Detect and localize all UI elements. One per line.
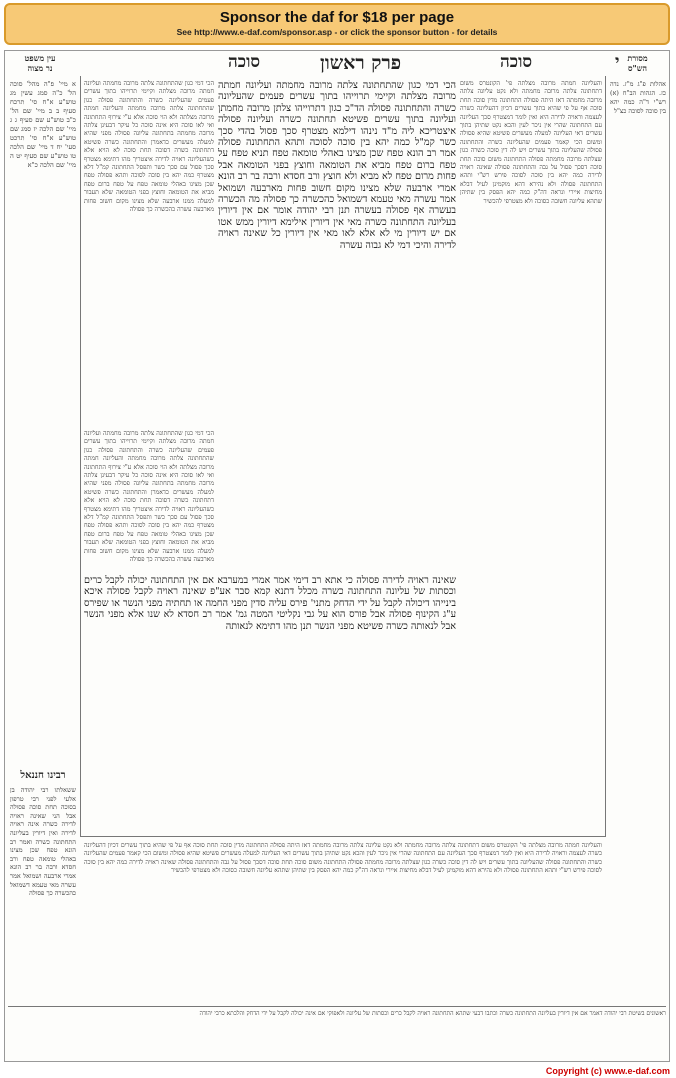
right-margin-rule	[605, 76, 606, 836]
bottom-notes: ראשונים בשיטת רבי יהודה דאמר אם אין דיורין בעליונה התחתונה כשרה וכתבו דבעי שתהא התחתונה ראויה לקבל כרים וכסתות של עליונה ולאפוקי אם אינה יכולה לקבל על ידי הדחק והלכתא כרבי יהודה	[199, 1010, 666, 1017]
rabbeinu-chananel-text: ששאלתו רבי יהודה בן אלעי לפני רבי טרפון בסוכה תחת סוכה פסולה אבל הני שאינה ראויה לדירה כשרה אינה ראויה לדירה ואין דיורין בעליונה התחתונה כשרה ואמר רב הונא טפח שכן מצינו באהלי טומאה טפח ורב חסדא ורבה בר רב הונא אמרי ארבעה ושמואל אמר עשרה מאי טעמא דשמואל כהכשרה כך פסולה	[10, 786, 76, 898]
tosafot-text: והעליונה חמתה מרובה מצלתה פי' הקונטרס משום דתחתונה צלתה מרובה מחמתה ולא נקט עליונה צלתה מרובה מחמתה דאז היתה פסולה התחתונה מדין סוכה תחת סוכה אף על פי שהיא בתוך עשרים דכיון דהעליונה כשרה לעצמה וראויה לדירה היא ואין לומר דמצטרף סכך העליונה עם התחתונה שהרי אין ניכר לעין והכא נקט שתיהן בתוך עשרים דאי העליונה למעלה מעשרים פשיטא שהיא פסולה ומשום הכי קאמר פעמים שהעליונה כשרה והתחתונה פסולה שהעליונה בתוך עשרים ויש לה דין סוכה כשרה כגון שצלתה מרובה מחמתה פסולה התחתונה משום סוכה תחת סוכה דסכך פסול על גבה והתחתונה פסולה שאינה ראויה לדירה כמה יהא בין סוכה לסוכה פירש רש"י ותהא התחתונה פסולה ולא נהירא דהא מוקמינן לעיל דבלא מחיצות איירי ונראה דה"ק כמה יהא הפסק בין שתיהן שתהא עליונה חשובה כסוכה ולא מצטרפי להכשיר	[460, 80, 602, 205]
masechet-side-title: סוכה	[228, 52, 261, 72]
sponsor-banner[interactable]	[4, 3, 670, 45]
sponsor-link-text[interactable]: See http://www.e-daf.com/sponsor.asp - or click the sponsor button - for details	[176, 27, 498, 37]
gemara-text-continued: שאינה ראויה לדירה פסולה כי אתא רב דימי אמר אמרי במערבא אם אין התחתונה יכולה לקבל כרים וכסתות של עליונה התחתונה כשרה מכלל דתנא קמא סבר אע"פ שאינה ראויה לקבל פסולה איכא בינייהו דיכולה לקבל על ידי הדחק מתני' פירס עליה סדין מפני החמה או תחתיה מפני הנשר או שפירס ע"ג הקינוף פסולה אבל פורס הוא על גבי נקליטי המטה גמ' אמר רב חסדא לא שנו אלא מפני הנשר אבל לנאותה כשרה פשיטא מפני הנשר תנן מהו דתימא לנאותה	[84, 575, 456, 632]
ein-mishpat-title: עין משפט נר מצוה	[24, 53, 56, 73]
notes-rule	[8, 1006, 666, 1007]
masoret-hashas-text: אהלות פ"ג מ"ז. נדה כז. הגהות הב"ח (א) רש"י ד"ה כמה יהא בין סוכה לסוכה כצ"ל	[610, 80, 666, 115]
sponsor-title[interactable]: Sponsor the daf for $18 per page	[219, 9, 455, 26]
daf-letter: י	[615, 52, 620, 72]
ein-mishpat-text: א מיי' פ"ה מהל' סוכה הל' כ"ה סמג עשין מג טוש"ע א"ח סי' תרכח סעיף ב ב מיי' שם הל' כ"ב טוש"ע שם סעיף ג ג מיי' שם הלכה יז סמג שם טוש"ע א"ח סי' תרכט סעי' יח ד מיי' שם הלכה טו טוש"ע שם סעיף יט ה מיי' שם הלכה כ"א	[10, 80, 76, 169]
rashi-text-mid: הכי דמי כגון שהתחתונה צלתה מרובה מחמתה ועליונה חמתה מרובה מצלתה וקיימי תרוייהו בתוך עשרים פעמים שהעליונה כשרה והתחתונה פסולה כגון שהתחתונה צלתה מרובה מחמתה והעליונה חמתה מרובה מצלתה ולא הוי סוכה אלא ע"י צירוף התחתונה ואי לאו סוכה היא אינה סוכה כל עיקר דבעינן צלתה מרובה מחמתה בתחתונה עליונה פסולה מפני שהיא למעלה מעשרים כדאמרן והתחתונה כשרה פשיטא דתחתונה כשרה דסוכה תחת סוכה לא הויא אלא כשהעליונה ראויה לדירה איצטריך מהו דתימא מצטרף סכך פסול עם סכך כשר ותפסל התחתונה קמ"ל דלא מצטרף כמה יהא בין סוכה לסוכה ותהא פסולה טפח שכן מצינו באהלי טומאה טפח על טפח ברום טפח מביא את הטומאה וחוצץ בפני הטומאה שלא תעבור למעלה ממנו ארבעה שלא מצינו מקום חשוב פחות מארבעה עשרה כהכשרה כך פסולה	[84, 430, 214, 564]
rabbeinu-chananel-title: רבינו חננאל	[20, 770, 66, 781]
left-margin-rule	[80, 76, 81, 836]
rashi-text-bottom: והעליונה חמתה מרובה מצלתה פי' הקונטרס משום דתחתונה צלתה מרובה מחמתה ולא נקט עליונה צלתה מרובה מחמתה דאז היתה פסולה התחתונה מדין סוכה תחת סוכה אף על פי שהיא בתוך עשרים דכיון דהעליונה כשרה לעצמה וראויה לדירה היא ואין לומר דמצטרף סכך העליונה עם התחתונה שהרי אין ניכר לעין והכא נקט שתיהן בתוך עשרים דאי העליונה למעלה מעשרים פשיטא שהיא פסולה ומשום הכי קאמר פעמים שהעליונה כשרה והתחתונה פסולה שהעליונה בתוך עשרים ויש לה דין סוכה כשרה כגון שצלתה מרובה מחמתה פסולה התחתונה משום סוכה תחת סוכה דסכך פסול על גבה והתחתונה פסולה שאינה ראויה לדירה כמה יהא בין סוכה לסוכה פירש רש"י ותהא התחתונה פסולה ולא נהירא דהא מוקמינן לעיל דבלא מחיצות איירי ונראה דה"ק כמה יהא הפסק בין שתיהן שתהא עליונה חשובה כסוכה ולא מצטרפי להכשיר	[84, 842, 602, 875]
perek-title: פרק ראשון	[320, 52, 402, 74]
rashi-text-top: הכי דמי כגון שהתחתונה צלתה מרובה מחמתה ועליונה חמתה מרובה מצלתה וקיימי תרוייהו בתוך עשרים פעמים שהעליונה כשרה והתחתונה פסולה כגון שהתחתונה צלתה מרובה מחמתה והעליונה חמתה מרובה מצלתה ולא הוי סוכה אלא ע"י צירוף התחתונה ואי לאו סוכה היא אינה סוכה כל עיקר דבעינן צלתה מרובה מחמתה בתחתונה עליונה פסולה מפני שהיא למעלה מעשרים כדאמרן והתחתונה כשרה פשיטא דתחתונה כשרה דסוכה תחת סוכה לא הויא אלא כשהעליונה ראויה לדירה איצטריך מהו דתימא מצטרף סכך פסול עם סכך כשר ותפסל התחתונה קמ"ל דלא מצטרף כמה יהא בין סוכה לסוכה ותהא פסולה טפח שכן מצינו באהלי טומאה טפח על טפח ברום טפח מביא את הטומאה וחוצץ בפני הטומאה שלא תעבור למעלה ממנו ארבעה שלא מצינו מקום חשוב פחות מארבעה עשרה כהכשרה כך פסולה	[84, 80, 214, 214]
gemara-text: הכי דמי כגון שהתחתונה צלתה מרובה מחמתה ועליונה חמתה מרובה מצלתה וקיימי תרוייהו בתוך עשרים פעמים שהעליונה כשרה והתחתונה פסולה הד"כ כגון דתרוייהו צלתן מרובה מחמתן ועליונה בתוך עשרים פשיטא תחתונה כשרה ועליונה פסולה איצטריכא ליה מ"ד נינהו דילמא מצטרף סכך פסול בהדי סכך כשר קמ"ל כמה יהא בין סוכה לסוכה ותהא התחתונה פסולה אמר רב הונא טפח שכן מצינו באהלי טומאה טפח תניא טפח על טפח ברום טפח מביא את הטומאה וחוצץ בפני הטומאה אבל פחות מרום טפח לא מביא ולא חוצץ ורב חסדא ורבה בר רב הונא אמרי ארבעה שלא מצינו מקום חשוב פחות מארבעה ושמואל אמר עשרה מאי טעמא דשמואל כהכשרה כך פסולה מה הכשרה בעשרה אף פסולה בעשרה תנן רבי יהודה אומר אם אין דיורין בעליונה התחתונה כשרה מאי אין דיורין אילימא דיורין ממש אטו אם יש דיורין מי לא אלא לאו מאי אין דיורין כל שאינה ראויה לדירה והיכי דמי לא גבוה עשרה	[218, 80, 456, 251]
masechet-title: סוכה	[500, 52, 533, 72]
gemara-bottom-rule	[80, 836, 606, 837]
masoret-hashas-title: מסורת הש"ס	[627, 53, 648, 73]
copyright-text[interactable]: Copyright (c) www.e-daf.com	[545, 1066, 670, 1076]
